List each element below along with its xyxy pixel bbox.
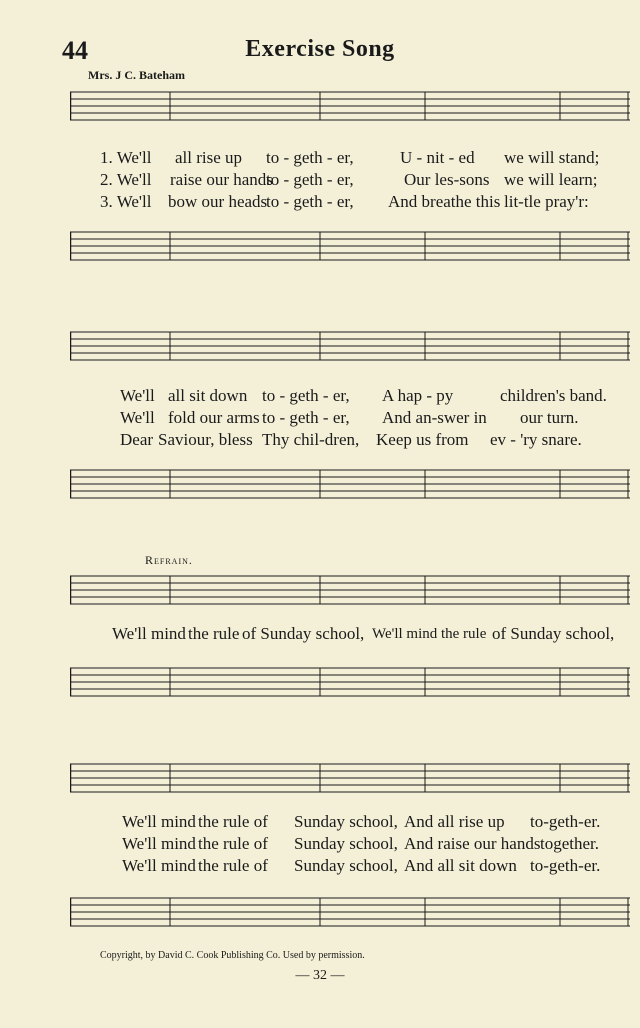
lyric-word: U - nit - ed — [400, 148, 475, 167]
staff-lines — [70, 88, 630, 124]
copyright-notice: Copyright, by David C. Cook Publishing Co. Used by permission. — [100, 950, 365, 961]
lyric-word: of Sunday school, — [242, 624, 365, 643]
refrain-label: Refrain. — [145, 553, 193, 567]
lyric-word: We'll mind the rule — [372, 626, 487, 642]
lyric-word: to - geth - er, — [266, 170, 354, 189]
hymn-number: 44 — [62, 36, 88, 65]
lyric-word: We'll mind — [122, 812, 196, 831]
lyric-word: all sit down — [168, 386, 248, 405]
bass-staff-3 — [70, 664, 630, 700]
lyric-word: 1. We'll — [100, 148, 152, 167]
lyric-word: together. — [540, 834, 600, 853]
lyric-word: And raise our hands — [404, 834, 541, 853]
lyric-word: to - geth - er, — [266, 192, 354, 211]
lyric-word: the rule of — [198, 834, 268, 853]
lyric-word: the rule — [188, 624, 240, 643]
lyric-word: Sunday school, — [294, 812, 398, 831]
lyric-word: Thy chil-dren, — [262, 430, 360, 449]
lyric-word: Dear — [120, 430, 154, 449]
lyric-word: And an-swer in — [382, 408, 487, 427]
lyric-word: A hap - py — [382, 386, 454, 405]
lyric-word: Sunday school, — [294, 834, 398, 853]
lyric-word: we will learn; — [504, 170, 598, 189]
lyric-word: We'll — [120, 386, 155, 405]
lyric-word: bow our heads — [168, 192, 268, 211]
staff-lines — [70, 664, 630, 700]
lyric-word: We'll mind — [112, 624, 186, 643]
bass-staff-1 — [70, 228, 630, 264]
treble-staff-1 — [70, 88, 630, 124]
lyric-word: And breathe this — [388, 192, 501, 211]
bass-staff-2 — [70, 466, 630, 502]
lyric-word: Our les-sons — [404, 170, 490, 189]
lyric-word: to - geth - er, — [262, 408, 350, 427]
lyric-word: all rise up — [175, 148, 243, 167]
staff-lines — [70, 466, 630, 502]
lyric-word: our turn. — [520, 408, 579, 427]
lyric-word: 2. We'll — [100, 170, 152, 189]
staff-lines — [70, 572, 630, 608]
lyric-word: the rule of — [198, 812, 268, 831]
treble-staff-3 — [70, 572, 630, 608]
treble-staff-2 — [70, 328, 630, 364]
lyric-word: of Sunday school, — [492, 624, 615, 643]
lyric-word: We'll mind — [122, 856, 196, 875]
lyric-word: fold our arms — [168, 408, 260, 427]
lyric-word: And all rise up — [404, 812, 505, 831]
staff-lines — [70, 228, 630, 264]
lyric-word: We'll — [120, 408, 155, 427]
lyric-word: ev - 'ry snare. — [490, 430, 582, 449]
staff-lines — [70, 328, 630, 364]
lyric-word: the rule of — [198, 856, 268, 875]
lyric-word: to - geth - er, — [266, 148, 354, 167]
hymn-title: Exercise Song — [245, 36, 395, 62]
lyric-word: Keep us from — [376, 430, 469, 449]
lyric-word: Sunday school, — [294, 856, 398, 875]
composer-credit: Mrs. J C. Bateham — [88, 68, 185, 82]
lyric-word: to-geth-er. — [530, 812, 601, 831]
lyric-word: to - geth - er, — [262, 386, 350, 405]
lyric-word: children's band. — [500, 386, 607, 405]
bass-staff-4 — [70, 894, 630, 930]
lyric-word: And all sit down — [404, 856, 517, 875]
lyric-word: 3. We'll — [100, 192, 152, 211]
staff-lines — [70, 760, 630, 796]
treble-staff-4 — [70, 760, 630, 796]
lyric-word: to-geth-er. — [530, 856, 601, 875]
lyric-word: we will stand; — [504, 148, 600, 167]
lyric-word: We'll mind — [122, 834, 196, 853]
lyric-word: raise our hands — [170, 170, 273, 189]
staff-lines — [70, 894, 630, 930]
lyric-word: lit-tle pray'r: — [504, 192, 589, 211]
page-number: — 32 — — [295, 968, 345, 983]
lyric-word: Saviour, bless — [158, 430, 253, 449]
